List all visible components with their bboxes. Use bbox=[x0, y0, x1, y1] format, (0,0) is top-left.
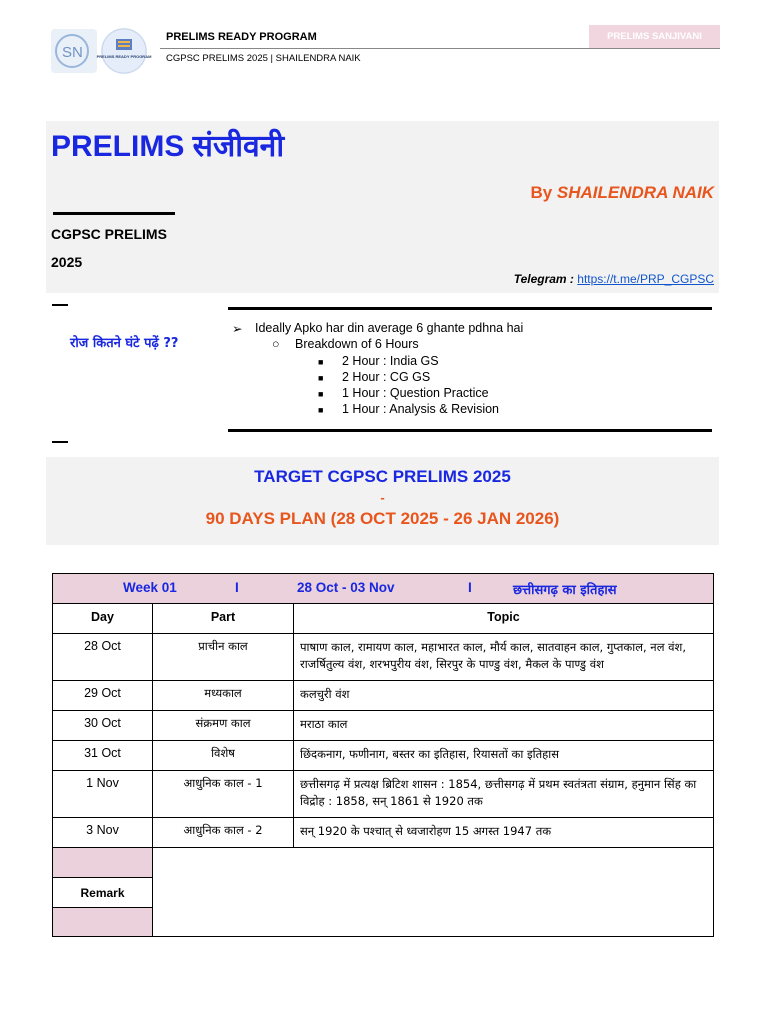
week-header-row bbox=[53, 574, 713, 604]
section-dash bbox=[52, 304, 68, 306]
list-item-text: 1 Hour : Analysis & Revision bbox=[342, 402, 500, 416]
table-cell-topic: कलचुरी वंश bbox=[294, 681, 713, 711]
table-cell-part: मध्यकाल bbox=[153, 681, 294, 711]
list-item-text: Breakdown of 6 Hours bbox=[295, 337, 419, 351]
list-item-text: 2 Hour : CG GS bbox=[342, 370, 431, 384]
arrow-bullet-icon: ➢ bbox=[232, 322, 243, 336]
svg-text:PRELIMS READY PROGRAM: PRELIMS READY PROGRAM bbox=[96, 54, 152, 59]
square-bullet-icon: ■ bbox=[318, 405, 324, 415]
table-cell-topic: छत्तीसगढ़ में प्रत्यक्ष ब्रिटिश शासन : 1854, छत्तीसगढ़ में प्रथम स्वतंत्रता संग्राम, हनुमान सिंह का विद्रोह : 1858, सन् 1861 से 1920 तक bbox=[294, 771, 713, 818]
table-cell-part: आधुनिक काल - 2 bbox=[153, 818, 294, 848]
week-divider: I bbox=[468, 580, 472, 595]
remark-spacer bbox=[53, 848, 153, 878]
list-item-text: 1 Hour : Question Practice bbox=[342, 386, 489, 400]
section-rule-bottom bbox=[228, 429, 712, 432]
table-cell-part: आधुनिक काल - 1 bbox=[153, 771, 294, 818]
remark-label: Remark bbox=[53, 878, 153, 908]
week-dates: 28 Oct - 03 Nov bbox=[297, 580, 395, 595]
table-cell-day: 1 Nov bbox=[53, 771, 153, 818]
exam-name: CGPSC PRELIMS bbox=[51, 226, 167, 242]
study-hours-question: रोज कितने घंटे पढ़ें ?? bbox=[70, 336, 179, 351]
week-label: Week 01 bbox=[123, 580, 177, 595]
telegram-line bbox=[514, 272, 714, 286]
list-item bbox=[318, 402, 500, 416]
column-header-topic: Topic bbox=[294, 604, 713, 634]
page-title: PRELIMS संजीवनी bbox=[51, 130, 285, 163]
column-header-part: Part bbox=[153, 604, 294, 634]
column-header-day: Day bbox=[53, 604, 153, 634]
square-bullet-icon: ■ bbox=[318, 373, 324, 383]
target-banner bbox=[46, 457, 719, 545]
table-cell-topic: छिंदकनाग, फणीनाग, बस्तर का इतिहास, रियासतों का इतिहास bbox=[294, 741, 713, 771]
telegram-link[interactable]: https://t.me/PRP_CGPSC bbox=[577, 272, 714, 286]
table-cell-topic: मराठा काल bbox=[294, 711, 713, 741]
week-divider: I bbox=[235, 580, 239, 595]
table-cell-topic: पाषाण काल, रामायण काल, महाभारत काल, मौर्य काल, सातवाहन काल, गुप्तकाल, नल वंश, राजर्षितुल्य वंश, शरभपुरीय वंश, सिरपुर के पाण्डु वंश, मैकल के पाण्डु वंश bbox=[294, 634, 713, 681]
table-cell-topic: सन् 1920 के पश्चात् से ध्वजारोहण 15 अगस्त 1947 तक bbox=[294, 818, 713, 848]
schedule-table bbox=[52, 573, 714, 937]
table-cell-day: 3 Nov bbox=[53, 818, 153, 848]
by-prefix: By bbox=[530, 183, 557, 202]
book-logo-icon bbox=[96, 28, 152, 74]
list-item bbox=[318, 370, 431, 384]
program-title: PRELIMS READY PROGRAM bbox=[166, 31, 317, 43]
list-item bbox=[318, 386, 489, 400]
square-bullet-icon: ■ bbox=[318, 389, 324, 399]
table-cell-part: संक्रमण काल bbox=[153, 711, 294, 741]
prelims-ready-program-logo bbox=[96, 28, 152, 74]
table-cell-day: 29 Oct bbox=[53, 681, 153, 711]
table-cell-day: 28 Oct bbox=[53, 634, 153, 681]
circle-bullet-icon: ○ bbox=[272, 337, 280, 351]
remark-field[interactable] bbox=[153, 848, 713, 936]
telegram-label: Telegram : bbox=[513, 272, 574, 286]
sn-logo-icon bbox=[51, 29, 97, 73]
header-divider bbox=[160, 48, 720, 49]
exam-year: 2025 bbox=[51, 254, 83, 270]
header-subtitle: CGPSC PRELIMS 2025 | SHAILENDRA NAIK bbox=[166, 53, 361, 64]
list-item-text: Ideally Apko har din average 6 ghante pdhna hai bbox=[255, 321, 524, 335]
author-line bbox=[530, 183, 714, 203]
table-cell-day: 30 Oct bbox=[53, 711, 153, 741]
table-cell-part: प्राचीन काल bbox=[153, 634, 294, 681]
section-rule-top bbox=[228, 307, 712, 310]
target-separator: - bbox=[380, 490, 385, 505]
title-rule bbox=[53, 212, 175, 215]
week-subject: छत्तीसगढ़ का इतिहास bbox=[513, 583, 617, 598]
list-item bbox=[272, 337, 419, 351]
svg-text:SN: SN bbox=[62, 44, 83, 61]
section-dash bbox=[52, 441, 68, 443]
list-item bbox=[318, 354, 439, 368]
table-cell-day: 31 Oct bbox=[53, 741, 153, 771]
plan-dates: 90 DAYS PLAN (28 OCT 2025 - 26 JAN 2026) bbox=[205, 509, 560, 528]
list-item bbox=[232, 321, 524, 336]
sn-logo bbox=[51, 29, 97, 73]
table-cell-part: विशेष bbox=[153, 741, 294, 771]
target-title: TARGET CGPSC PRELIMS 2025 bbox=[254, 467, 511, 486]
list-item-text: 2 Hour : India GS bbox=[342, 354, 439, 368]
remark-spacer bbox=[53, 908, 153, 936]
square-bullet-icon: ■ bbox=[318, 357, 324, 367]
author-name: SHAILENDRA NAIK bbox=[556, 183, 714, 202]
prelims-sanjivani-badge: PRELIMS SANJIVANI bbox=[589, 25, 720, 48]
